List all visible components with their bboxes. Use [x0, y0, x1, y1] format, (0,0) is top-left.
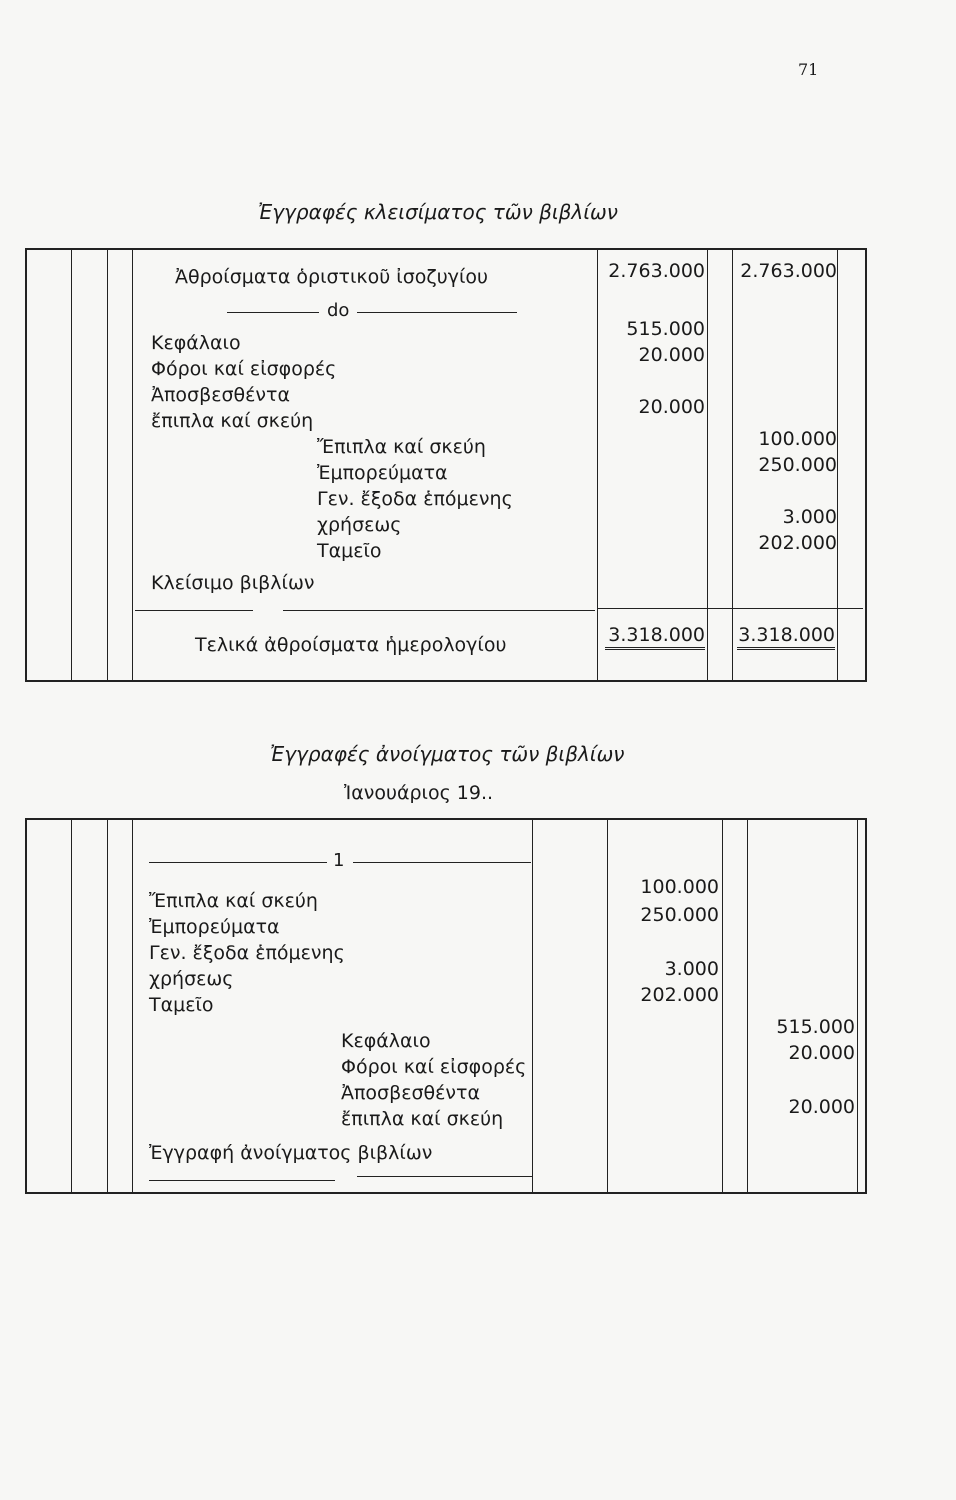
debit-account: Ἀποσβεσθέντα	[151, 384, 291, 406]
column-rule	[532, 820, 533, 1192]
entry-rule-left	[227, 312, 319, 313]
debit-account: Γεν. ἔξοδα ἑπόμενης	[149, 942, 345, 964]
column-rule	[71, 820, 72, 1192]
column-rule	[132, 820, 133, 1192]
credit-amount: 515.000	[776, 1016, 855, 1038]
debit-account: Φόροι καί εἰσφορές	[151, 358, 337, 380]
credit-account: Ἀποσβεσθέντα	[341, 1082, 481, 1104]
credit-amount: 20.000	[788, 1042, 855, 1064]
credit-amount: 202.000	[758, 532, 837, 554]
debit-account: Κεφάλαιο	[151, 332, 241, 354]
column-rule	[722, 820, 723, 1192]
credit-amount: 3.000	[782, 506, 837, 528]
entry-rule-right	[353, 862, 531, 863]
debit-account: ἔπιπλα καί σκεύη	[151, 410, 314, 432]
closing-rule	[597, 608, 863, 609]
credit-amount: 250.000	[758, 454, 837, 476]
credit-amount: 20.000	[788, 1096, 855, 1118]
column-rule	[747, 820, 748, 1192]
debit-amount: 3.000	[664, 958, 719, 980]
debit-amount: 100.000	[640, 876, 719, 898]
column-rule	[132, 250, 133, 680]
final-debit: 3.318.000	[605, 626, 705, 650]
entry-explanation: Ἐγγραφή ἀνοίγματος βιβλίων	[149, 1142, 433, 1164]
column-rule	[71, 250, 72, 680]
column-rule	[597, 250, 598, 680]
opening-journal-table	[25, 818, 867, 1194]
column-rule	[857, 820, 858, 1192]
credit-amount: 100.000	[758, 428, 837, 450]
column-rule	[107, 250, 108, 680]
totals-label: Ἀθροίσματα ὁριστικοῦ ἰσοζυγίου	[175, 266, 488, 288]
debit-account: Ἐμπορεύματα	[149, 916, 280, 938]
closing-rule	[135, 610, 253, 611]
debit-account: χρήσεως	[149, 968, 234, 990]
debit-amount: 250.000	[640, 904, 719, 926]
debit-amount: 202.000	[640, 984, 719, 1006]
entry-marker: do	[327, 300, 350, 321]
credit-account: Ταμεῖο	[317, 540, 382, 562]
entry-rule-right	[357, 312, 517, 313]
column-rule	[837, 250, 838, 680]
final-totals-label: Τελικά ἀθροίσματα ἡμερολογίου	[195, 634, 507, 656]
entry-rule-left	[149, 862, 327, 863]
closing-rule	[149, 1180, 335, 1181]
credit-account: ἔπιπλα καί σκεύη	[341, 1108, 504, 1130]
final-credit: 3.318.000	[737, 626, 835, 650]
entry-explanation: Κλείσιμο βιβλίων	[151, 572, 315, 594]
totals-debit: 2.763.000	[608, 260, 705, 282]
debit-amount: 20.000	[638, 396, 705, 418]
closing-rule	[283, 610, 595, 611]
closing-rule	[357, 1176, 533, 1177]
credit-account: χρήσεως	[317, 514, 402, 536]
debit-account: Ταμεῖο	[149, 994, 214, 1016]
debit-amount: 20.000	[638, 344, 705, 366]
entry-marker: 1	[333, 850, 345, 871]
column-rule	[707, 250, 708, 680]
credit-account: Κεφάλαιο	[341, 1030, 431, 1052]
column-rule	[107, 820, 108, 1192]
debit-account: Ἔπιπλα καί σκεύη	[149, 890, 318, 912]
closing-journal-table	[25, 248, 867, 682]
debit-amount: 515.000	[626, 318, 705, 340]
opening-subtitle: Ἰανουάριος 19..	[344, 782, 494, 804]
credit-account: Γεν. ἔξοδα ἑπόμενης	[317, 488, 513, 510]
credit-account: Φόροι καί εἰσφορές	[341, 1056, 527, 1078]
opening-title: Ἐγγραφές ἀνοίγματος τῶν βιβλίων	[270, 742, 625, 766]
totals-credit: 2.763.000	[740, 260, 837, 282]
credit-account: Ἔπιπλα καί σκεύη	[317, 436, 486, 458]
closing-title: Ἐγγραφές κλεισίματος τῶν βιβλίων	[258, 200, 618, 224]
credit-account: Ἐμπορεύματα	[317, 462, 448, 484]
column-rule	[607, 820, 608, 1192]
page-number: 71	[798, 60, 819, 79]
